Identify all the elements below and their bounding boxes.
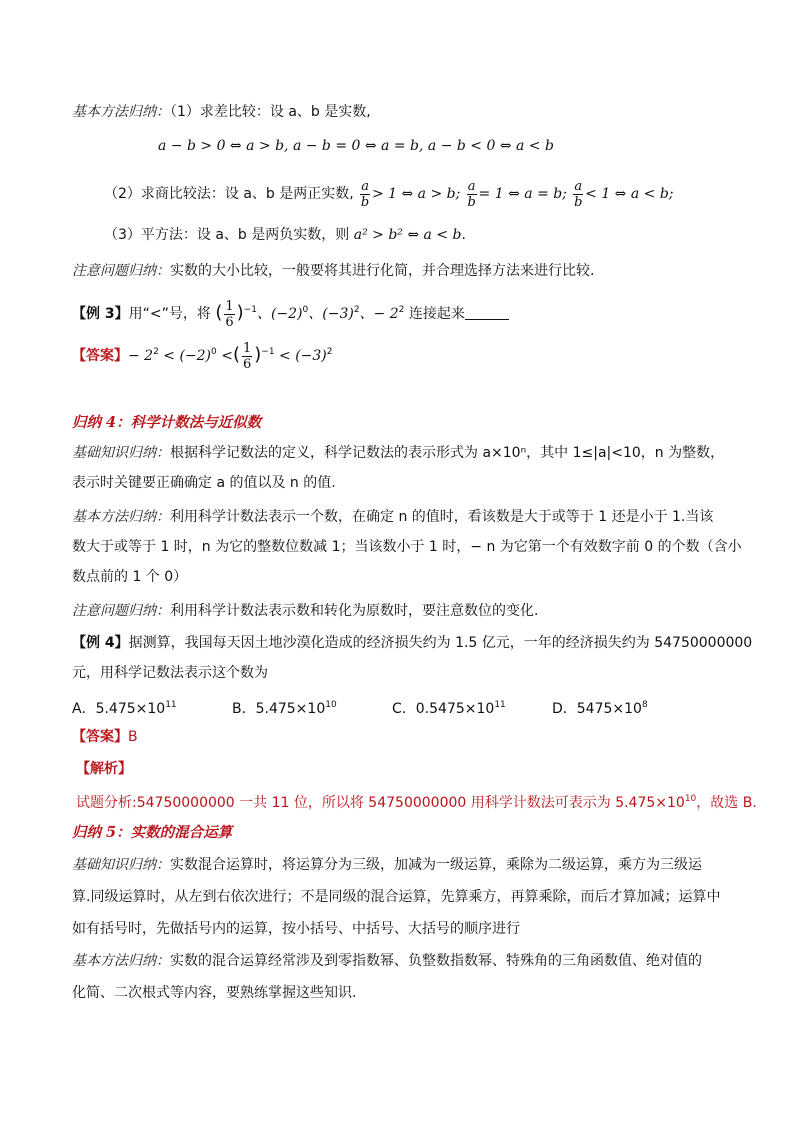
example-3-text: 用“<”号，将	[128, 306, 211, 322]
answer-value: B	[128, 729, 138, 745]
analysis-text: 试题分析:54750000000 一共 11 位，所以将 54750000000 用科学计数法可表示为 $5.475\times 10^{10}$，故选 B.	[76, 794, 757, 811]
example-4-line-2: 元，用科学记数法表示这个数为	[72, 665, 268, 681]
options-row	[72, 694, 732, 720]
method-intro: （1）求差比较：设 a、b 是实数,	[170, 104, 371, 120]
example-tag: 【例 3】	[72, 306, 129, 322]
difference-formula: a − b > 0 ⇔ a > b, a − b = 0 ⇔ a = b, a − b < 0 ⇔ a < b	[158, 138, 554, 154]
answer-tag: 【答案】	[72, 729, 128, 745]
basic-knowledge-label: 基础知识归纳：	[72, 857, 170, 873]
option-a[interactable]: A．$5.475\times 10^{11}$	[72, 700, 177, 717]
quotient-method-line	[104, 176, 764, 212]
answer-3: 【答案】− $2^2 < (-2)^0$ <( $\frac{1}{6}$ )$^{-1} < (-3)^2$	[72, 340, 333, 372]
basic-knowledge-line-2: 表示时关键要正确确定 a 的值以及 n 的值.	[72, 475, 336, 491]
method-line-5b: 化简、二次根式等内容，要熟练掌握这些知识.	[72, 985, 357, 1001]
fraction-a-over-b: $\frac{a}{b}$	[467, 178, 476, 210]
note-label: 注意问题归纳：	[72, 263, 170, 279]
option-d[interactable]: D．$5475\times 10^8$	[552, 700, 648, 717]
example-tag: 【例 4】	[72, 635, 129, 651]
square-method-text: （3）平方法：设 a、b 是两负实数，则	[104, 227, 350, 243]
method-line-4b: 数大于或等于 1 时，n 为它的整数位数减 1；当该数小于 1 时，− n 为它第一个有效数字前 0 的个数（含小	[72, 539, 742, 555]
method-line-4c: 数点前的 1 个 0）	[72, 569, 188, 585]
method-label: 基本方法归纳：	[72, 104, 170, 120]
basic-knowledge-line: 基础知识归纳：根据科学记数法的定义，科学记数法的表示形式为 a×10ⁿ，其中 1≤|a|<10，n 为整数，	[72, 445, 725, 461]
section-heading-4: 归纳 4：科学计数法与近似数	[72, 414, 262, 431]
method-label: 基本方法归纳：	[72, 509, 170, 525]
quotient-rule-2: = 1 ⇔ a = b;	[478, 186, 567, 202]
example-3: 【例 3】用“<”号，将 ( $\frac{1}{6}$ )$^{-1}$、$(-2)^0$、$(-3)^2$、− $2^2$ 连接起来	[72, 292, 732, 328]
note-text: 实数的大小比较，一般要将其进行化简，并合理选择方法来进行比较.	[170, 263, 595, 279]
quotient-method-text: （2）求商比较法：设 a、b 是两正实数,	[104, 186, 354, 202]
analysis-tag: 【解析】	[76, 761, 132, 777]
note-label: 注意问题归纳：	[72, 603, 170, 619]
method-label: 基本方法归纳：	[72, 953, 170, 969]
option-c[interactable]: C．$0.5475\times 10^{11}$	[392, 700, 506, 717]
fraction-a-over-b: $\frac{a}{b}$	[360, 178, 370, 210]
square-formula: a² > b² ⇔ a < b	[353, 227, 462, 243]
basic-knowledge-label: 基础知识归纳：	[72, 445, 170, 461]
basic-knowledge-line-5c: 如有括号时，先做括号内的运算，按小括号、中括号、大括号的顺序进行	[72, 921, 520, 937]
answer-4	[72, 726, 732, 748]
method-summary-line	[72, 101, 732, 123]
option-b[interactable]: B．$5.475\times 10^{10}$	[232, 700, 337, 717]
basic-knowledge-line-5: 基础知识归纳：实数混合运算时，将运算分为三级，加减为一级运算，乘除为二级运算，乘方为三级运	[72, 857, 702, 873]
fraction-one-sixth: $\frac{1}{6}$	[242, 340, 252, 372]
note-line	[72, 260, 732, 282]
fraction-a-over-b: $\frac{a}{b}$	[574, 178, 583, 210]
quotient-rule-1: > 1 ⇔ a > b;	[371, 186, 461, 202]
square-method-line: （3）平方法：设 a、b 是两负实数，则 a² > b² ⇔ a < b.	[104, 227, 466, 243]
answer-tag: 【答案】	[72, 348, 128, 364]
example-4: 【例 4】据测算，我国每天因土地沙漠化造成的经济损失约为 1.5 亿元，一年的经济损失约为 54750000000	[72, 635, 753, 651]
method-line-5: 基本方法归纳：实数的混合运算经常涉及到零指数幂、负整数指数幂、特殊角的三角函数值、绝对值的	[72, 953, 702, 969]
quotient-rule-3: < 1 ⇔ a < b;	[585, 186, 674, 202]
fraction-one-sixth: $\frac{1}{6}$	[225, 298, 234, 330]
method-line-4: 基本方法归纳：利用科学计数法表示一个数，在确定 n 的值时，看该数是大于或等于 1 还是小于 1.当该	[72, 509, 714, 525]
note-line-4: 注意问题归纳：利用科学计数法表示数和转化为原数时，要注意数位的变化.	[72, 603, 539, 619]
section-heading-5: 归纳 5：实数的混合运算	[72, 824, 233, 841]
basic-knowledge-line-5b: 算.同级运算时，从左到右依次进行；不是同级的混合运算，先算乘方，再算乘除，而后才算加减；运算中	[72, 889, 721, 905]
answer-blank[interactable]	[465, 307, 509, 320]
